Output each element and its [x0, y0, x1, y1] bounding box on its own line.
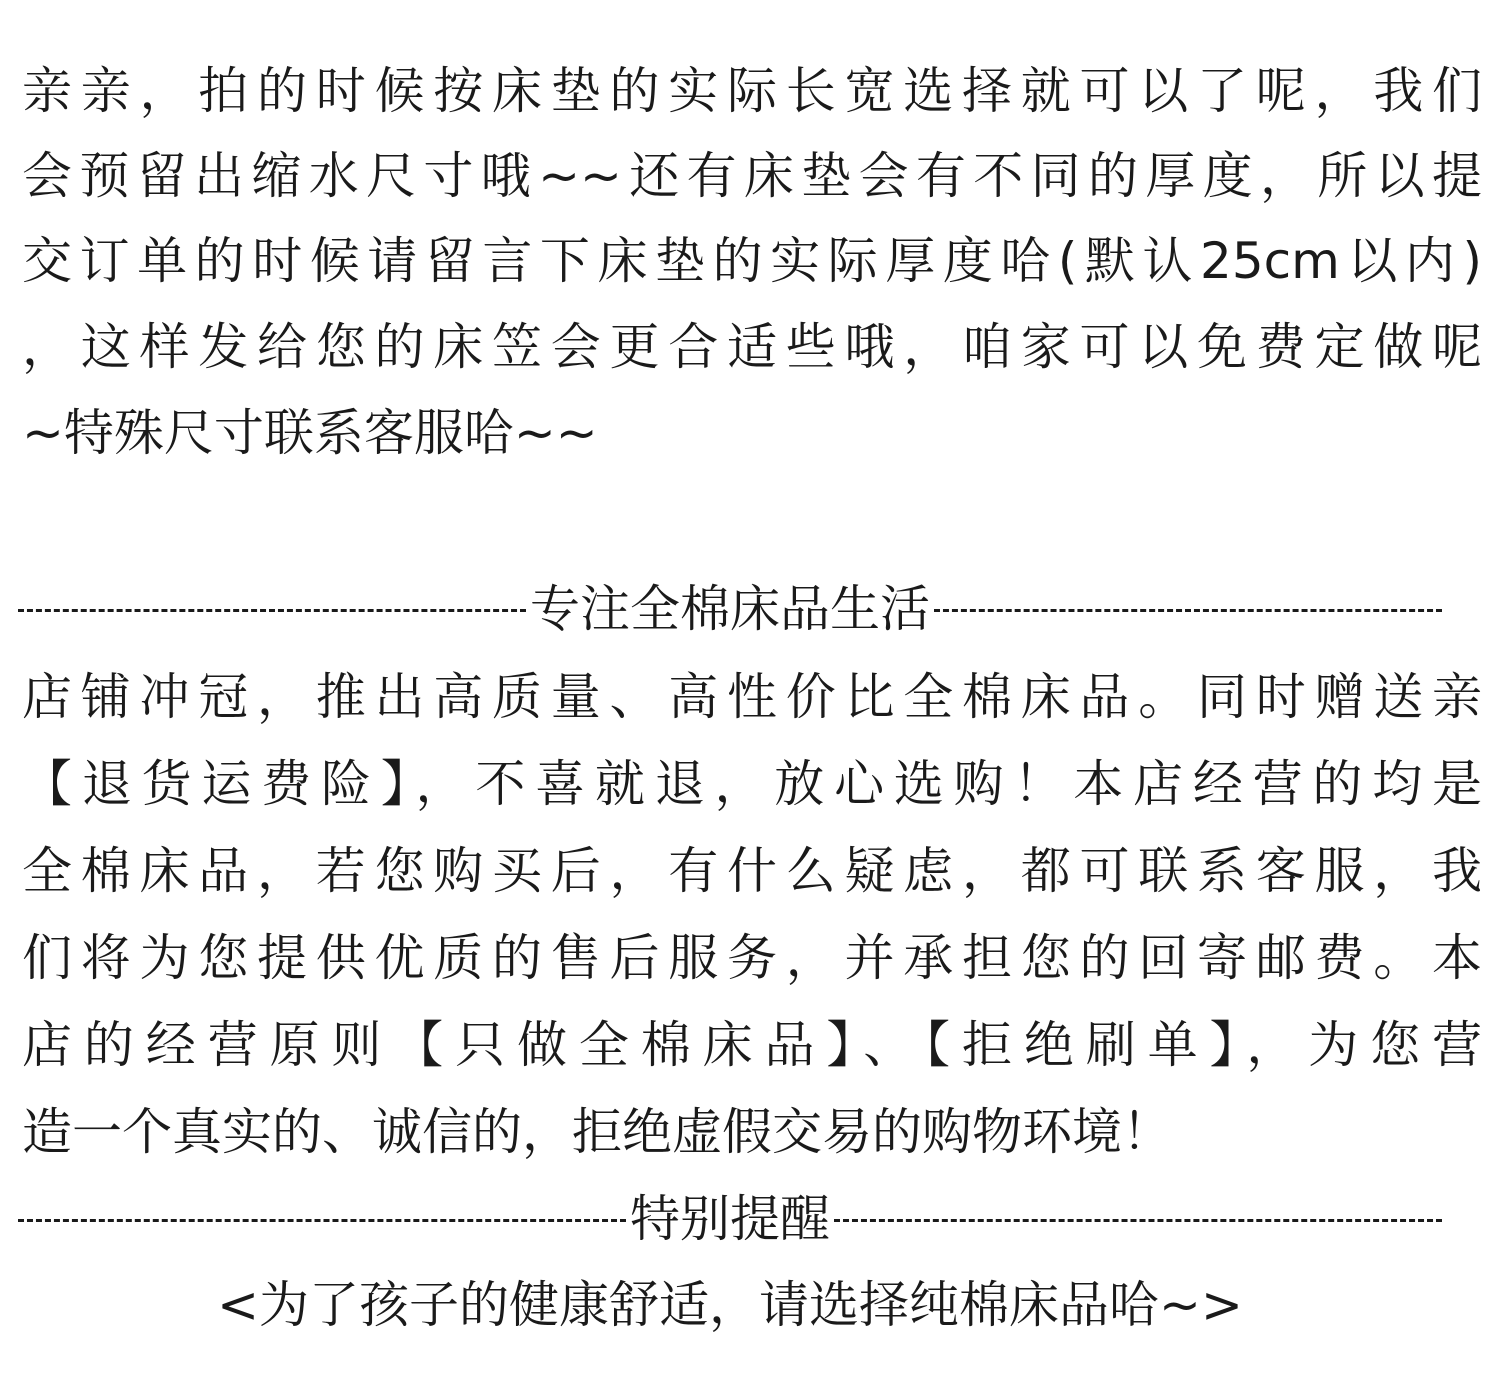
reminder-section-divider	[18, 1176, 1442, 1262]
intro-line-2: 会预留出缩水尺寸哦~~还有床垫会有不同的厚度，所以提	[22, 147, 1482, 205]
divider-rule-left	[18, 609, 526, 612]
intro-line-5: ~特殊尺寸联系客服哈~~	[22, 404, 598, 462]
divider-rule-right	[834, 1219, 1442, 1222]
intro-line-3: 交订单的时候请留言下床垫的实际厚度哈(默认25cm以内)	[22, 232, 1482, 290]
store-line-6: 造一个真实的、诚信的，拒绝虚假交易的购物环境！	[22, 1103, 1172, 1161]
intro-line-1: 亲亲，拍的时候按床垫的实际长宽选择就可以了呢，我们	[22, 62, 1482, 120]
divider-rule-right	[934, 609, 1442, 612]
store-section-divider	[18, 566, 1442, 652]
store-line-5: 店的经营原则【只做全棉床品】、【拒绝刷单】，为您营	[22, 1016, 1482, 1074]
store-section-heading: 专注全棉床品生活	[530, 580, 930, 638]
store-line-3: 全棉床品，若您购买后，有什么疑虑，都可联系客服，我	[22, 842, 1482, 900]
store-line-2: 【退货运费险】，不喜就退，放心选购！本店经营的均是	[22, 755, 1482, 813]
store-line-1: 店铺冲冠，推出高质量、高性价比全棉床品。同时赠送亲	[22, 668, 1482, 726]
reminder-note: <为了孩子的健康舒适，请选择纯棉床品哈~>	[217, 1276, 1243, 1334]
intro-line-4: ，这样发给您的床笠会更合适些哦，咱家可以免费定做呢	[22, 318, 1482, 376]
divider-rule-left	[18, 1219, 626, 1222]
store-line-4: 们将为您提供优质的售后服务，并承担您的回寄邮费。本	[22, 929, 1482, 987]
reminder-section-heading: 特别提醒	[630, 1190, 830, 1248]
